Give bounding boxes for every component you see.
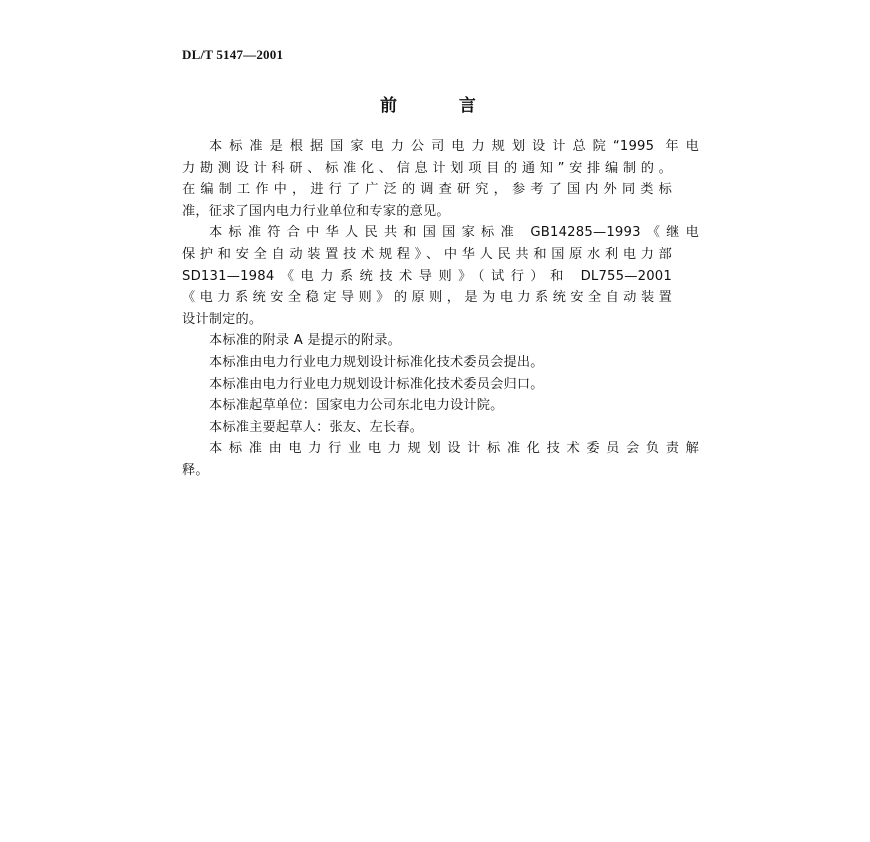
paragraph-line: 《电力系统安全稳定导则》的原则，是为电力系统安全自动装置 <box>182 290 672 306</box>
paragraph-line: 本标准由电力行业电力规划设计标准化技术委员会归口。 <box>209 376 544 392</box>
paragraph-line: 本标准由电力行业电力规划设计标准化技术委员会提出。 <box>209 354 544 370</box>
paragraph-line: 本标准的附录 A 是提示的附录。 <box>209 333 402 349</box>
paragraph-line: 力勘测设计科研、标准化、信息计划项目的通知”安排编制的。 <box>182 160 672 176</box>
paragraph-line: 释。 <box>182 462 209 478</box>
page-title: 前 言 <box>380 96 504 116</box>
paragraph-line: 本标准主要起草人：张友、左长春。 <box>209 419 424 435</box>
paragraph-line: SD131—1984《电力系统技术导则》（试行）和 DL755—2001 <box>182 268 672 284</box>
paragraph-line: 保护和安全自动装置技术规程》、中华人民共和国原水利电力部 <box>182 246 672 262</box>
paragraph-line: 本标准是根据国家电力公司电力规划设计总院“1995 年电 <box>209 139 699 154</box>
paragraph-line: 在编制工作中，进行了广泛的调查研究，参考了国内外同类标 <box>182 182 672 198</box>
paragraph-line: 设计制定的。 <box>182 311 263 327</box>
paragraph-line: 本标准符合中华人民共和国国家标准 GB14285—1993《继电 <box>209 225 699 241</box>
paragraph-line: 本标准起草单位：国家电力公司东北电力设计院。 <box>209 398 504 414</box>
preface-body <box>182 136 699 482</box>
document-code: DL/T 5147—2001 <box>182 47 284 62</box>
paragraph-line: 准，征求了国内电力行业单位和专家的意见。 <box>182 203 450 219</box>
paragraph-line: 本标准由电力行业电力规划设计标准化技术委员会负责解 <box>209 441 699 457</box>
